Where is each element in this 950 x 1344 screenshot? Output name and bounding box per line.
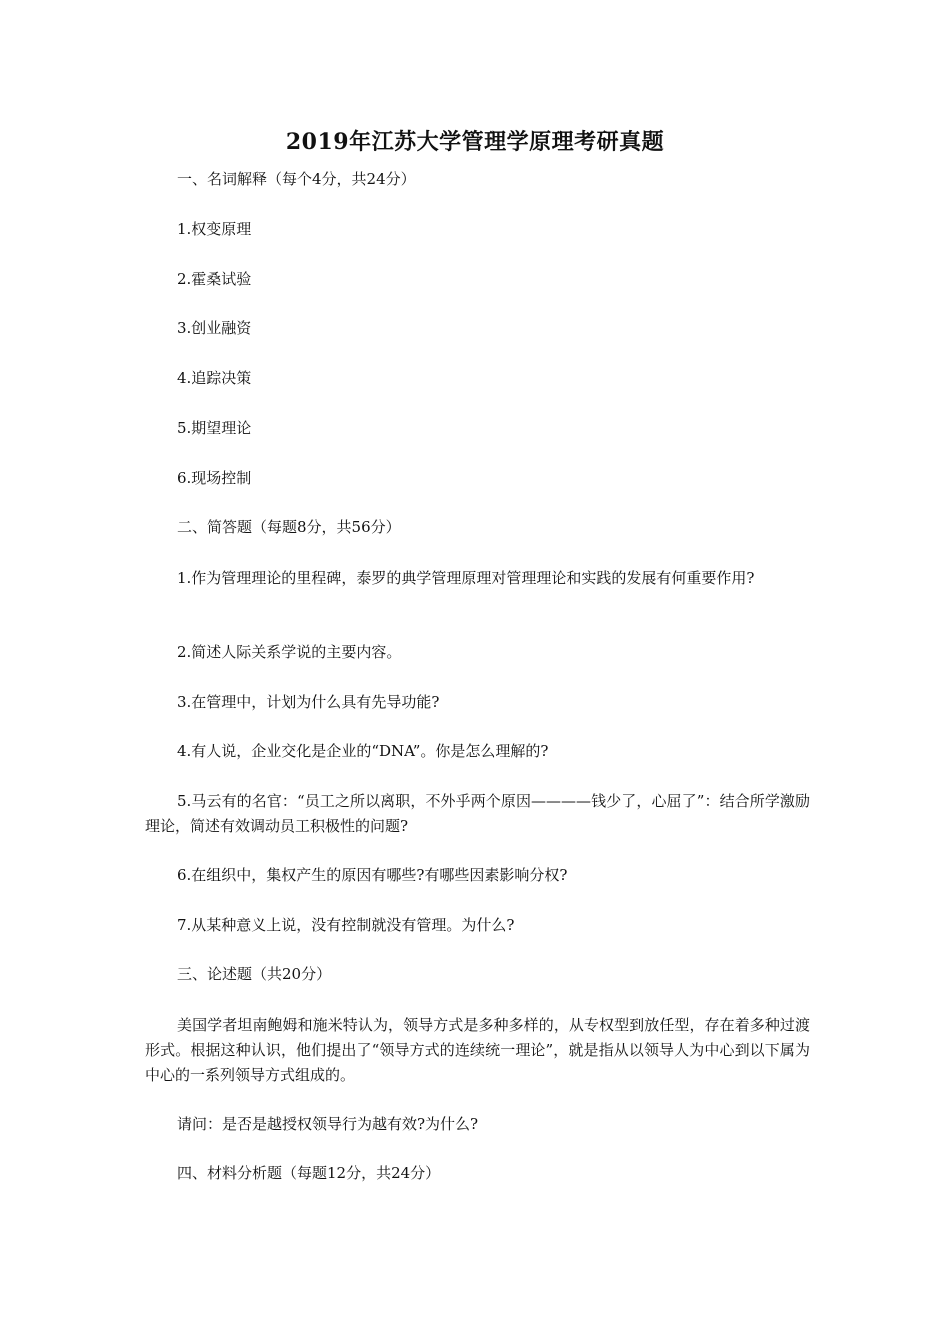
- essay-passage: 美国学者坦南鲍姆和施米特认为，领导方式是多种多样的，从专权型到放任型，存在着多种过渡形式。根据这种认识，他们提出了“领导方式的连续统一理论”，就是指从以领导人为中心到以下属为中心的一系列领导方式组成的。: [145, 1016, 810, 1084]
- section-1-heading: 一、名词解释（每个4分，共24分）: [177, 170, 416, 188]
- short-answer-6: 6.在组织中，集权产生的原因有哪些?有哪些因素影响分权?: [177, 866, 568, 884]
- short-answer-3: 3.在管理中，计划为什么具有先导功能?: [177, 693, 440, 711]
- short-answer-2: 2.简述人际关系学说的主要内容。: [177, 643, 402, 661]
- term-item-2: 2.霍桑试验: [177, 270, 252, 288]
- section-3-heading: 三、论述题（共20分）: [177, 965, 332, 983]
- short-answer-7: 7.从某种意义上说，没有控制就没有管理。为什么?: [177, 916, 515, 934]
- short-answer-1: 1.作为管理理论的里程碑，泰罗的典学管理原理对管理理论和实践的发展有何重要作用?: [177, 569, 755, 587]
- term-item-5: 5.期望理论: [177, 419, 252, 437]
- document-title: 2019年江苏大学管理学原理考研真题: [285, 129, 665, 155]
- essay-question: 请问：是否是越授权领导行为越有效?为什么?: [177, 1115, 479, 1133]
- term-item-6: 6.现场控制: [177, 469, 252, 487]
- term-item-1: 1.权变原理: [177, 220, 252, 238]
- term-item-3: 3.创业融资: [177, 319, 252, 337]
- short-answer-4: 4.有人说，企业交化是企业的“DNA”。你是怎么理解的?: [177, 742, 549, 760]
- short-answer-5: 5.马云有的名官：“员工之所以离职，不外乎两个原因————钱少了，心屈了”：结合所学激励理论，简述有效调动员工积极性的问题?: [145, 792, 810, 835]
- section-4-heading: 四、材料分析题（每题12分，共24分）: [177, 1164, 441, 1182]
- section-2-heading: 二、简答题（每题8分，共56分）: [177, 518, 401, 536]
- term-item-4: 4.追踪决策: [177, 369, 252, 387]
